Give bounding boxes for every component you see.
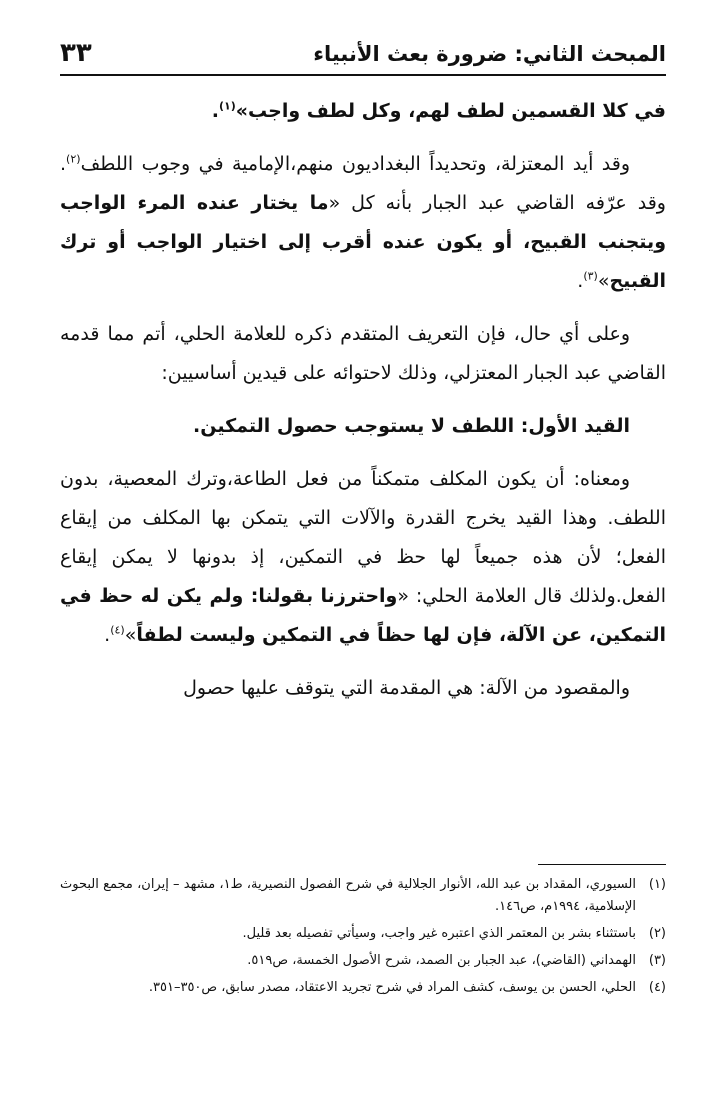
- main-text: [60, 92, 666, 722]
- footnote-item: [60, 977, 666, 999]
- footnotes: [60, 874, 666, 1004]
- paragraph-1: في كلا القسمين لطف لهم، وكل لطف واجب»$^{(١)}$.: [211, 99, 666, 122]
- paragraph-3: وعلى أي حال، فإن التعريف المتقدم ذكره للعلامة الحلي، أتم مما قدمه القاضي عبد الجبار المعتزلي، وذلك لاحتوائه على قيدين أساسيين:: [60, 323, 666, 384]
- footnote-item: [60, 874, 666, 918]
- paragraph-2-quote: ما يختار عنده المرء الواجب ويتجنب القبيح، أو يكون عنده أقرب إلى اختيار الواجب أو ترك القبيح: [60, 192, 666, 292]
- footnote-text: الهمداني (القاضي)، عبد الجبار بن الصمد، شرح الأصول الخمسة، ص٥١٩.: [247, 953, 636, 968]
- footnote-item: [60, 950, 666, 972]
- footnote-text: الحلي، الحسن بن يوسف، كشف المراد في شرح تجريد الاعتقاد، مصدر سابق، ص٣٥٠–٣٥١.: [148, 980, 636, 995]
- page-header: [60, 38, 666, 76]
- paragraph-2: وقد أيد المعتزلة، وتحديداً البغداديون منهم،الإمامية في وجوب اللطف$^{(٢)}$. وقد عرّفه القاضي عبد الجبار بأنه كل «ما يختار عنده المرء الواجب ويتجنب القبيح، أو يكون عنده أقرب إلى اختيار الواجب أو ترك القبيح»$^{(٣)}$.: [60, 152, 666, 292]
- footnote-ref-2: (٢): [66, 152, 81, 166]
- footnote-ref-1: (١): [218, 99, 236, 113]
- footnote-divider: [538, 864, 666, 865]
- footnote-number: (٢): [648, 926, 666, 941]
- footnote-text: باستثناء بشر بن المعتمر الذي اعتبره غير واجب، وسيأتي تفصيله بعد قليل.: [242, 926, 636, 941]
- paragraph-4-text-c: »: [124, 624, 137, 646]
- paragraph-1-text: في كلا القسمين لطف لهم، وكل لطف واجب»: [235, 100, 666, 122]
- paragraph-4-quote: واحترزنا بقولنا: ولم يكن له حظ في التمكين، عن الآلة، فإن لها حظاً في التمكين وليست لطفاً: [60, 585, 666, 646]
- running-title: المبحث الثاني: ضرورة بعث الأنبياء: [313, 42, 666, 66]
- paragraph-5: والمقصود من الآلة: هي المقدمة التي يتوقف عليها حصول: [183, 677, 630, 699]
- paragraph-2-text-a: وقد أيد المعتزلة، وتحديداً البغداديون منهم،الإمامية في وجوب اللطف: [80, 153, 630, 175]
- paragraph-2-text-c: »: [597, 270, 610, 292]
- footnote-number: (١): [648, 877, 666, 892]
- footnote-text: السيوري، المقداد بن عبد الله، الأنوار الجلالية في شرح الفصول النصيرية، ط١، مشهد – إيران، مجمع البحوث الإسلامية، ١٩٩٤م، ص١٤٦.: [60, 877, 636, 914]
- paragraph-4-text-a: ومعناه: أن يكون المكلف متمكناً من فعل الطاعة،وترك المعصية، بدون اللطف. وهذا القيد يخرج القدرة والآلات التي يتمكن بها المكلف من إيقاع الفعل؛ لأن هذه جميعاً لها حظ في التمكين، إذ بدونها لا يمكن إيقاع الفعل.ولذلك قال العلامة الحلي: «: [60, 468, 666, 607]
- footnote-ref-3: (٣): [583, 269, 598, 283]
- footnote-item: [60, 923, 666, 945]
- section-heading: القيد الأول: اللطف لا يستوجب حصول التمكين.: [193, 415, 630, 437]
- page-number: ٣٣: [60, 38, 92, 68]
- paragraph-2-text-b: . وقد عرّفه القاضي عبد الجبار بأنه كل «: [60, 153, 666, 214]
- footnote-ref-4: (٤): [110, 623, 125, 637]
- footnote-number: (٣): [648, 953, 666, 968]
- footnote-number: (٤): [648, 980, 666, 995]
- paragraph-4: ومعناه: أن يكون المكلف متمكناً من فعل الطاعة،وترك المعصية، بدون اللطف. وهذا القيد يخرج القدرة والآلات التي يتمكن بها المكلف من إيقاع الفعل؛ لأن هذه جميعاً لها حظ في التمكين، إذ بدونها لا يمكن إيقاع الفعل.ولذلك قال العلامة الحلي: «واحترزنا بقولنا: ولم يكن له حظ في التمكين، عن الآلة، فإن لها حظاً في التمكين وليست لطفاً»$^{(٤)}$.: [60, 468, 666, 646]
